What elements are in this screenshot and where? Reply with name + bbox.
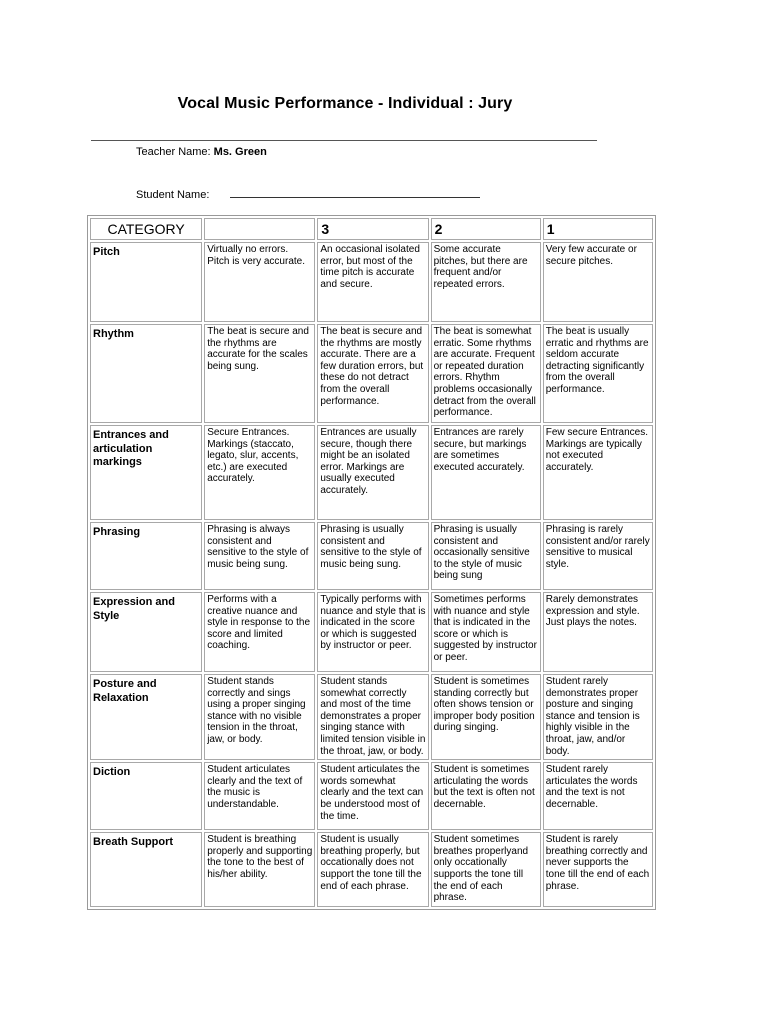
title-divider (91, 140, 597, 141)
descriptor-cell: Rarely demonstrates expression and style. Just plays the notes. (543, 592, 653, 672)
rubric-row-expression (90, 592, 653, 672)
rubric-row-diction (90, 762, 653, 830)
descriptor-cell: Student is usually breathing properly, but occationally does not support the tone till the end of each phrase. (317, 832, 428, 907)
category-cell: Pitch (90, 242, 202, 322)
rubric-row-phrasing (90, 522, 653, 590)
rubric-row-pitch (90, 242, 653, 322)
header-category: CATEGORY (90, 218, 202, 240)
descriptor-cell: Few secure Entrances. Markings are typically not executed accurately. (543, 425, 653, 520)
descriptor-cell: The beat is somewhat erratic. Some rhythms are accurate. Frequent or repeated duration errors. Rhythm problems occasionally detract from the overall performance. (431, 324, 541, 423)
descriptor-cell: Student rarely articulates the words and the text is not decernable. (543, 762, 653, 830)
rubric-header-row (90, 218, 653, 240)
rubric-table (87, 215, 656, 910)
category-cell: Posture and Relaxation (90, 674, 202, 760)
teacher-name-label: Teacher Name: (136, 146, 211, 158)
student-name-label: Student Name: (136, 189, 210, 201)
descriptor-cell: Student stands somewhat correctly and most of the time demonstrates a proper singing stance with limited tension visible in the throat, jaw, or body. (317, 674, 428, 760)
descriptor-cell: Phrasing is usually consistent and sensitive to the style of music being sung. (317, 522, 428, 590)
descriptor-cell: The beat is secure and the rhythms are accurate for the scales being sung. (204, 324, 315, 423)
student-name-line (136, 187, 480, 201)
descriptor-cell: Student is sometimes articulating the words but the text is often not decernable. (431, 762, 541, 830)
descriptor-cell: Student sometimes breathes properlyand only occationally supports the tone till the end of each phrase. (431, 832, 541, 907)
category-cell: Expression and Style (90, 592, 202, 672)
descriptor-cell: Student is sometimes standing correctly but often shows tension or improper body position during singing. (431, 674, 541, 760)
descriptor-cell: Very few accurate or secure pitches. (543, 242, 653, 322)
descriptor-cell: Student is breathing properly and supporting the tone to the best of his/her ability. (204, 832, 315, 907)
category-cell: Diction (90, 762, 202, 830)
descriptor-cell: Typically performs with nuance and style that is indicated in the score or which is suggested by instructor or peer. (317, 592, 428, 672)
descriptor-cell: Entrances are rarely secure, but markings are sometimes executed accurately. (431, 425, 541, 520)
descriptor-cell: Phrasing is usually consistent and occasionally sensitive to the style of music being sung (431, 522, 541, 590)
descriptor-cell: Sometimes performs with nuance and style that is indicated in the score or which is suggested by instructor or peer. (431, 592, 541, 672)
teacher-name-value: Ms. Green (213, 146, 267, 158)
category-cell: Entrances and articulation markings (90, 425, 202, 520)
rubric-row-entrances (90, 425, 653, 520)
descriptor-cell: Some accurate pitches, but there are frequent and/or repeated errors. (431, 242, 541, 322)
header-score-4 (204, 218, 315, 240)
descriptor-cell: Student is rarely breathing correctly and never supports the tone till the end of each phrase. (543, 832, 653, 907)
student-name-blank[interactable] (230, 187, 480, 198)
rubric-row-breath-support (90, 832, 653, 907)
category-cell: Rhythm (90, 324, 202, 423)
descriptor-cell: Student articulates clearly and the text of the music is understandable. (204, 762, 315, 830)
descriptor-cell: Performs with a creative nuance and style in response to the score and limited coaching. (204, 592, 315, 672)
descriptor-cell: The beat is secure and the rhythms are mostly accurate. There are a few duration errors, but these do not detract from the overall performance. (317, 324, 428, 423)
descriptor-cell: Student stands correctly and sings using a proper singing stance with no visible tension in the throat, jaw, or body. (204, 674, 315, 760)
header-score-3: 3 (317, 218, 428, 240)
teacher-name-line (136, 146, 267, 158)
descriptor-cell: Secure Entrances. Markings (staccato, legato, slur, accents, etc.) are executed accurately. (204, 425, 315, 520)
descriptor-cell: The beat is usually erratic and rhythms are seldom accurate detracting significantly from the overall performance. (543, 324, 653, 423)
descriptor-cell: Student rarely demonstrates proper posture and singing stance and tension is highly visible in the throat, jaw, and/or body. (543, 674, 653, 760)
descriptor-cell: Student articulates the words somewhat clearly and the text can be understood most of the time. (317, 762, 428, 830)
category-cell: Breath Support (90, 832, 202, 907)
header-score-1: 1 (543, 218, 653, 240)
category-cell: Phrasing (90, 522, 202, 590)
rubric-row-rhythm (90, 324, 653, 423)
descriptor-cell: Entrances are usually secure, though there might be an isolated error. Markings are usually executed accurately. (317, 425, 428, 520)
rubric-row-posture (90, 674, 653, 760)
page-title: Vocal Music Performance - Individual : Jury (177, 95, 513, 112)
header-score-2: 2 (431, 218, 541, 240)
descriptor-cell: An occasional isolated error, but most of the time pitch is accurate and secure. (317, 242, 428, 322)
descriptor-cell: Virtually no errors. Pitch is very accurate. (204, 242, 315, 322)
descriptor-cell: Phrasing is always consistent and sensitive to the style of music being sung. (204, 522, 315, 590)
descriptor-cell: Phrasing is rarely consistent and/or rarely sensitive to musical style. (543, 522, 653, 590)
